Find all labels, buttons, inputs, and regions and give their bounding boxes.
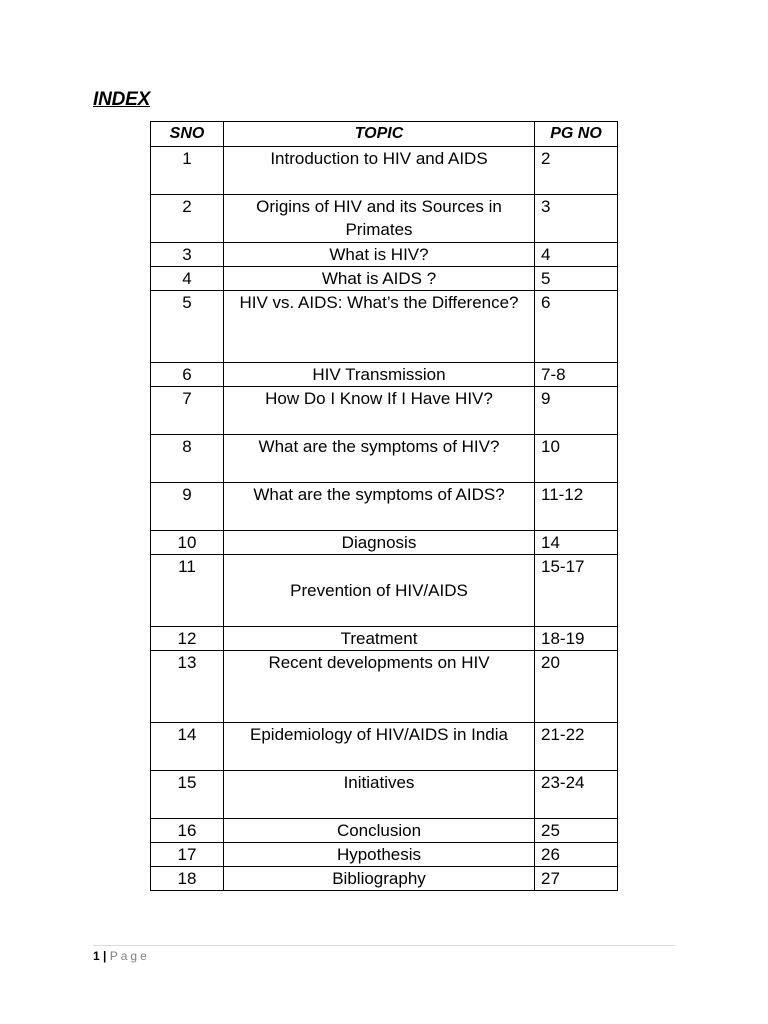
page-footer <box>93 948 150 964</box>
row-page: 11-12 <box>535 483 618 531</box>
row-topic: Hypothesis <box>224 843 535 867</box>
row-topic: HIV vs. AIDS: What’s the Difference? <box>224 291 535 363</box>
row-sno: 15 <box>151 771 224 819</box>
row-sno: 13 <box>151 651 224 723</box>
row-topic: Epidemiology of HIV/AIDS in India <box>224 723 535 771</box>
row-topic: Introduction to HIV and AIDS <box>224 147 535 195</box>
row-topic: Prevention of HIV/AIDS <box>224 555 535 627</box>
row-page: 18-19 <box>535 627 618 651</box>
row-topic: What are the symptoms of HIV? <box>224 435 535 483</box>
footer-separator: | <box>103 949 107 963</box>
row-sno: 9 <box>151 483 224 531</box>
row-page: 15-17 <box>535 555 618 627</box>
row-page: 23-24 <box>535 771 618 819</box>
table-row <box>151 531 618 555</box>
row-sno: 5 <box>151 291 224 363</box>
row-sno: 10 <box>151 531 224 555</box>
row-page: 3 <box>535 195 618 243</box>
row-sno: 4 <box>151 267 224 291</box>
table-header-row <box>151 122 618 147</box>
table-row <box>151 843 618 867</box>
table-row <box>151 387 618 435</box>
row-page: 9 <box>535 387 618 435</box>
row-page: 26 <box>535 843 618 867</box>
row-topic: Conclusion <box>224 819 535 843</box>
row-page: 7-8 <box>535 363 618 387</box>
table-row <box>151 243 618 267</box>
row-page: 10 <box>535 435 618 483</box>
row-page: 25 <box>535 819 618 843</box>
index-table <box>150 121 618 891</box>
page-title: INDEX <box>93 89 151 110</box>
row-page: 5 <box>535 267 618 291</box>
row-sno: 6 <box>151 363 224 387</box>
row-sno: 17 <box>151 843 224 867</box>
row-page: 20 <box>535 651 618 723</box>
row-page: 4 <box>535 243 618 267</box>
row-topic: Initiatives <box>224 771 535 819</box>
table-row <box>151 819 618 843</box>
header-topic: TOPIC <box>224 122 535 147</box>
row-sno: 2 <box>151 195 224 243</box>
row-page: 6 <box>535 291 618 363</box>
row-sno: 1 <box>151 147 224 195</box>
row-topic: Diagnosis <box>224 531 535 555</box>
row-topic: Treatment <box>224 627 535 651</box>
table-row <box>151 723 618 771</box>
row-page: 27 <box>535 867 618 891</box>
row-topic: Origins of HIV and its Sources in Primates <box>224 195 535 243</box>
row-topic: Recent developments on HIV <box>224 651 535 723</box>
table-row <box>151 483 618 531</box>
row-sno: 3 <box>151 243 224 267</box>
table-row <box>151 555 618 627</box>
row-sno: 12 <box>151 627 224 651</box>
footer-divider <box>93 945 675 946</box>
table-row <box>151 435 618 483</box>
row-topic: How Do I Know If I Have HIV? <box>224 387 535 435</box>
table-row <box>151 267 618 291</box>
table-row <box>151 363 618 387</box>
row-page: 14 <box>535 531 618 555</box>
row-sno: 8 <box>151 435 224 483</box>
footer-page-number: 1 <box>93 949 100 963</box>
table-row <box>151 771 618 819</box>
header-sno: SNO <box>151 122 224 147</box>
row-topic: Bibliography <box>224 867 535 891</box>
row-sno: 16 <box>151 819 224 843</box>
row-topic: HIV Transmission <box>224 363 535 387</box>
table-row <box>151 651 618 723</box>
table-row <box>151 627 618 651</box>
table-row <box>151 147 618 195</box>
row-sno: 11 <box>151 555 224 627</box>
footer-page-label: Page <box>109 949 150 963</box>
row-topic: What are the symptoms of AIDS? <box>224 483 535 531</box>
row-topic: What is AIDS ? <box>224 267 535 291</box>
row-sno: 18 <box>151 867 224 891</box>
row-sno: 14 <box>151 723 224 771</box>
header-pg-no: PG NO <box>535 122 618 147</box>
row-page: 21-22 <box>535 723 618 771</box>
row-page: 2 <box>535 147 618 195</box>
row-sno: 7 <box>151 387 224 435</box>
table-row <box>151 195 618 243</box>
table-row <box>151 291 618 363</box>
table-row <box>151 867 618 891</box>
row-topic: What is HIV? <box>224 243 535 267</box>
